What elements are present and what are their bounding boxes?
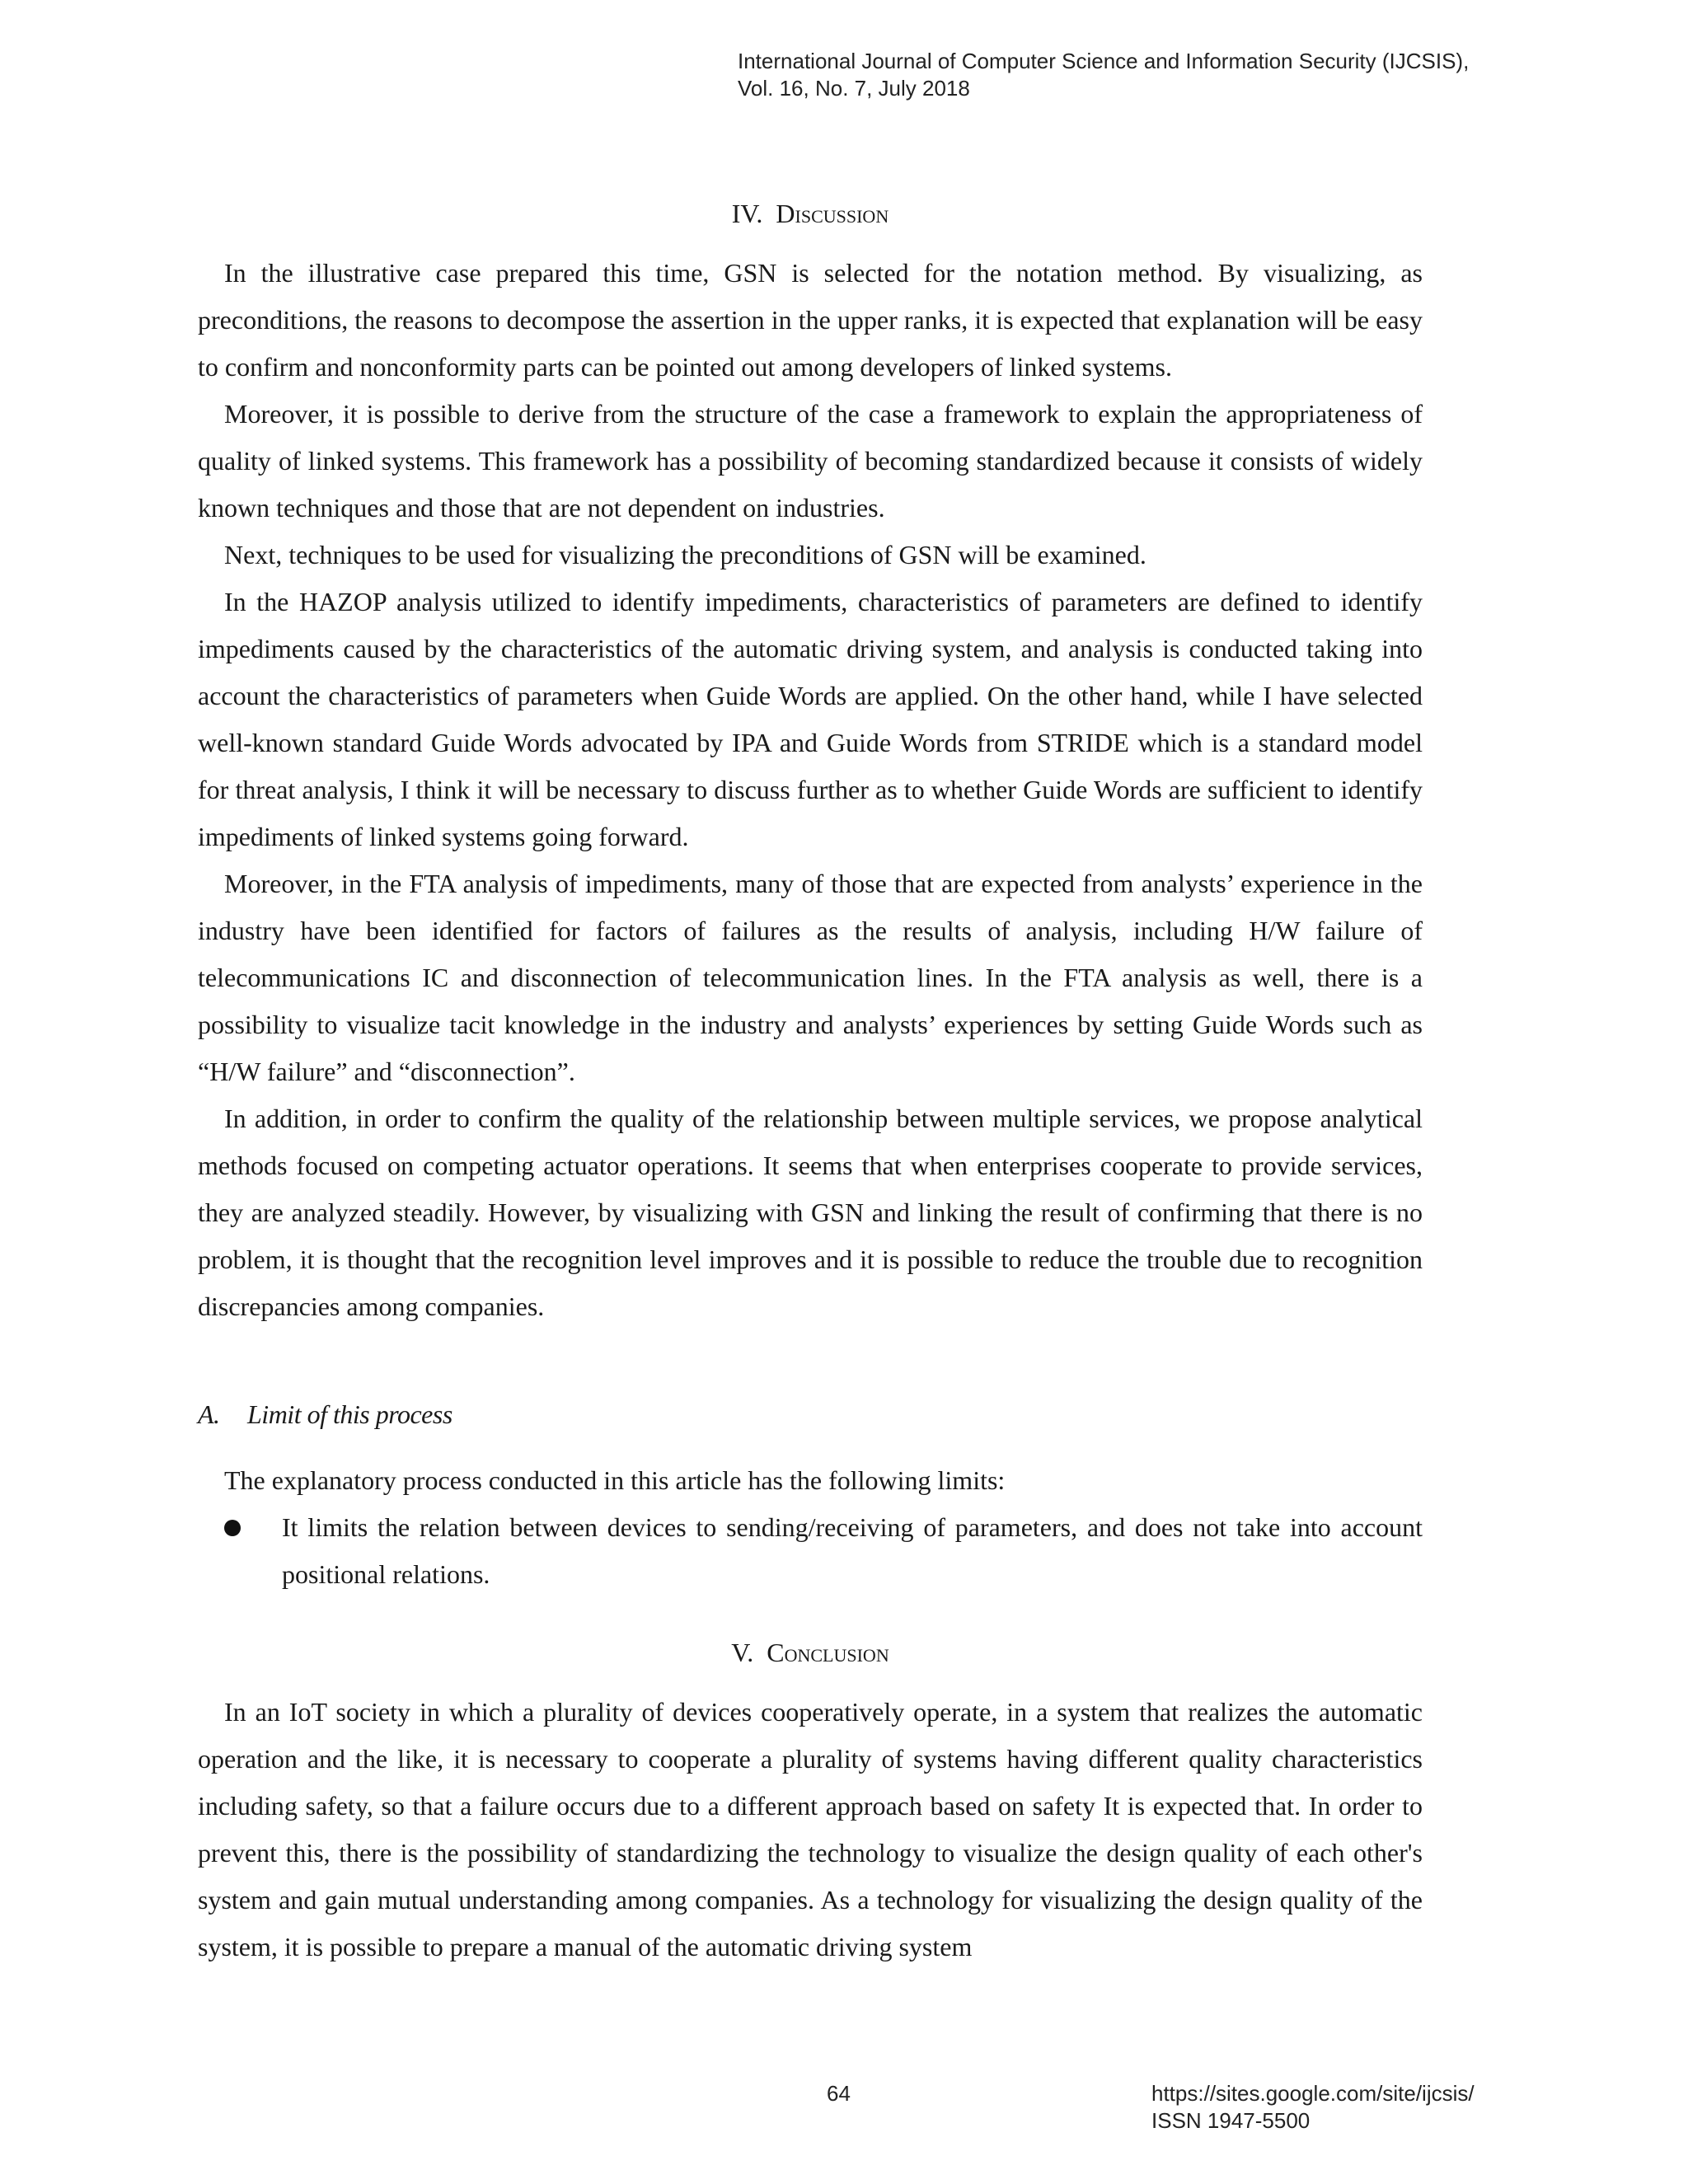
section-numeral: V. xyxy=(731,1638,754,1667)
paragraph: In the illustrative case prepared this time, GSN is selected for the notation method. By visualizing, as preconditions, the reasons to decompose the assertion in the upper ranks, it is expected that explanation will be easy to confirm and nonconformity parts can be pointed out among developers of linked systems. xyxy=(198,258,1423,382)
bullet-icon xyxy=(224,1520,241,1536)
section-numeral: IV. xyxy=(731,199,763,228)
section-title: Discussion xyxy=(776,199,889,228)
issn: ISSN 1947-5500 xyxy=(1151,2108,1311,2133)
section-heading-discussion xyxy=(198,194,1423,233)
paragraph: Moreover, it is possible to derive from the structure of the case a framework to explain the appropriateness of quality of linked systems. This framework has a possibility of becoming standardized because it consists of widely known techniques and those that are not dependent on industries. xyxy=(198,399,1423,523)
section-heading-conclusion xyxy=(198,1633,1423,1672)
page-body xyxy=(198,194,1423,1971)
paragraph: In the HAZOP analysis utilized to identify impediments, characteristics of parameters are defined to identify impediments caused by the characteristics of the automatic driving system, and analysis is conducted taking into account the characteristics of parameters when Guide Words are applied. On the other hand, while I have selected well-known standard Guide Words advocated by IPA and Guide Words from STRIDE which is a standard model for threat analysis, I think it will be necessary to discuss further as to whether Guide Words are sufficient to identify impediments of linked systems going forward. xyxy=(198,587,1423,851)
journal-header xyxy=(738,48,1469,102)
list-item xyxy=(198,1504,1423,1598)
paragraph: Next, techniques to be used for visualizing the preconditions of GSN will be examined. xyxy=(224,540,1146,569)
subsection-title: Limit of this process xyxy=(247,1399,452,1429)
journal-url: https://sites.google.com/site/ijcsis/ xyxy=(1151,2081,1475,2106)
list-item-text: It limits the relation between devices to sending/receiving of parameters, and does not take into account positional relations. xyxy=(282,1512,1423,1589)
paragraph: Moreover, in the FTA analysis of impediments, many of those that are expected from analysts’ experience in the industry have been identified for factors of failures as the results of analysis, including H/W failure of telecommunications IC and disconnection of telecommunication lines. In the FTA analysis as well, there is a possibility to visualize tacit knowledge in the industry and analysts’ experiences by setting Guide Words such as “H/W failure” and “disconnection”. xyxy=(198,869,1423,1086)
journal-volume-line: Vol. 16, No. 7, July 2018 xyxy=(738,76,970,101)
page-number: 64 xyxy=(827,2081,851,2106)
subsection-heading-limit xyxy=(198,1394,1423,1434)
journal-title-line: International Journal of Computer Science and Information Security (IJCSIS), xyxy=(738,49,1470,73)
paragraph: In addition, in order to confirm the quality of the relationship between multiple services, we propose analytical methods focused on competing actuator operations. It seems that when enterprises cooperate to provide services, they are analyzed steadily. However, by visualizing with GSN and linking the result of confirming that there is no problem, it is thought that the recognition level improves and it is possible to reduce the trouble due to recognition discrepancies among companies. xyxy=(198,1104,1423,1321)
subsection-letter: A. xyxy=(198,1399,220,1429)
paragraph: In an IoT society in which a plurality of devices cooperatively operate, in a system that realizes the automatic operation and the like, it is necessary to cooperate a plurality of systems having different quality characteristics including safety, so that a failure occurs due to a different approach based on safety It is expected that. In order to prevent this, there is the possibility of standardizing the technology to visualize the design quality of each other's system and gain mutual understanding among companies. As a technology for visualizing the design quality of the system, it is possible to prepare a manual of the automatic driving system xyxy=(198,1697,1423,1961)
limits-list xyxy=(198,1504,1423,1598)
section-title: Conclusion xyxy=(767,1638,889,1667)
paragraph: The explanatory process conducted in this article has the following limits: xyxy=(224,1465,1006,1495)
footer-info xyxy=(1151,2080,1475,2135)
